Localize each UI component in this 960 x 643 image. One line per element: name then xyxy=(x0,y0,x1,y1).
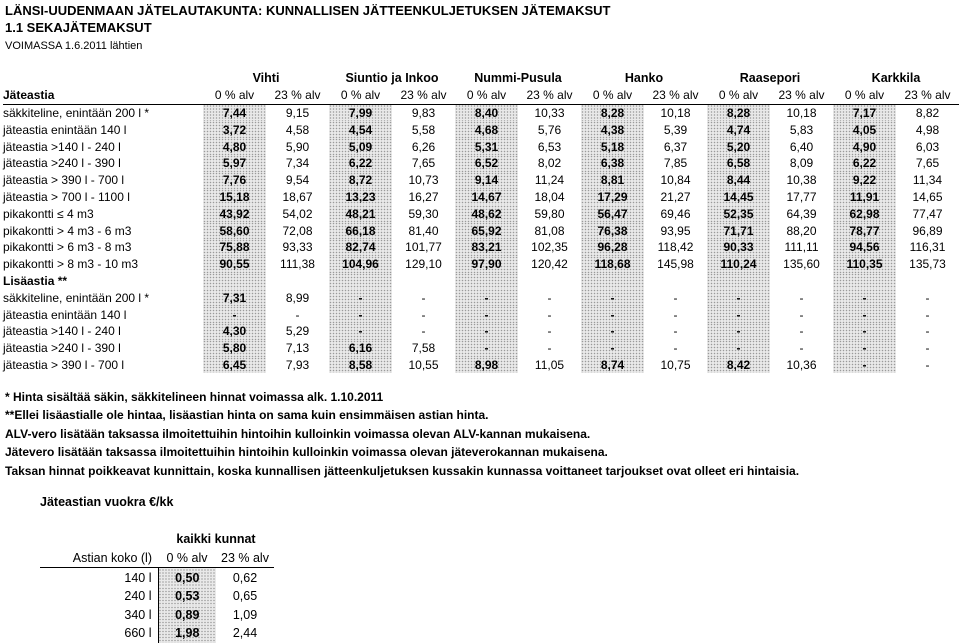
validity-text: VOIMASSA 1.6.2011 lähtien xyxy=(5,40,143,52)
price-cell: 7,17 xyxy=(833,104,896,121)
row-label: jäteastia >140 l - 240 l xyxy=(3,324,121,339)
table-row xyxy=(3,323,959,340)
rental-row xyxy=(40,587,274,606)
rental-size: 140 l xyxy=(124,570,152,585)
note: **Ellei lisäastialle ole hintaa, lisäastian hinta on sama kuin ensimmäisen astian hinta. xyxy=(5,408,489,423)
price-cell: 15,18 xyxy=(203,189,266,206)
price-cell: 69,46 xyxy=(660,206,691,221)
price-cell: - xyxy=(833,357,896,374)
price-cell: 5,97 xyxy=(203,155,266,172)
price-cell: - xyxy=(547,290,552,305)
rental-size: 240 l xyxy=(124,589,152,604)
price-cell: - xyxy=(547,341,552,356)
price-cell: - xyxy=(707,289,770,306)
row-label: pikakontti > 6 m3 - 8 m3 xyxy=(3,240,132,255)
row-label: jäteastia enintään 140 l xyxy=(3,307,127,322)
price-cell: 8,44 xyxy=(707,172,770,189)
price-cell: - xyxy=(581,323,644,340)
municipality-header: Hanko xyxy=(624,71,664,86)
price-cell: - xyxy=(581,289,644,306)
fee-table xyxy=(3,70,959,373)
price-cell: - xyxy=(833,323,896,340)
price-cell: 5,31 xyxy=(455,138,518,155)
row-label: jäteastia enintään 140 l xyxy=(3,122,127,137)
price-cell: 145,98 xyxy=(657,257,694,272)
price-cell: 11,91 xyxy=(833,189,896,206)
price-cell: 8,74 xyxy=(581,357,644,374)
price-cell: - xyxy=(925,357,930,372)
price-cell: 10,73 xyxy=(408,173,439,188)
price-cell: - xyxy=(673,341,678,356)
price-cell: - xyxy=(455,323,518,340)
price-cell: 52,35 xyxy=(707,205,770,222)
price-cell: 5,39 xyxy=(663,122,688,137)
price-cell: 4,74 xyxy=(707,121,770,138)
price-cell: 8,99 xyxy=(285,290,310,305)
price-cell: - xyxy=(673,324,678,339)
price-cell: 7,44 xyxy=(203,104,266,121)
row-label: jäteastia >240 l - 390 l xyxy=(3,341,121,356)
price-cell: - xyxy=(673,307,678,322)
price-cell: 6,45 xyxy=(203,357,266,374)
table-row xyxy=(3,138,959,155)
price-cell: - xyxy=(799,324,804,339)
price-cell: 8,72 xyxy=(329,172,392,189)
price-cell: 81,08 xyxy=(534,223,565,238)
rental-price-cell: 0,65 xyxy=(232,589,258,604)
price-cell: 6,37 xyxy=(663,139,688,154)
price-cell: 3,72 xyxy=(203,121,266,138)
vat-header: 0 % alv xyxy=(158,549,216,568)
price-cell: - xyxy=(925,324,930,339)
price-cell: 18,67 xyxy=(282,189,313,204)
price-cell: 7,85 xyxy=(663,156,688,171)
row-label: jäteastia > 390 l - 700 l xyxy=(3,357,125,372)
rental-row xyxy=(40,624,274,643)
price-cell: 75,88 xyxy=(203,239,266,256)
price-cell: 97,90 xyxy=(455,256,518,273)
price-cell: 8,98 xyxy=(455,357,518,374)
price-cell: 8,40 xyxy=(455,104,518,121)
price-cell: 110,24 xyxy=(707,256,770,273)
price-cell: 17,77 xyxy=(786,189,817,204)
price-cell: 6,16 xyxy=(329,340,392,357)
row-label: pikakontti > 8 m3 - 10 m3 xyxy=(3,257,139,272)
rental-price-cell: 0,53 xyxy=(158,587,216,606)
price-cell: 54,02 xyxy=(282,206,313,221)
price-cell: 64,39 xyxy=(786,206,817,221)
municipality-header: Vihti xyxy=(252,71,280,86)
price-cell: - xyxy=(707,323,770,340)
price-cell: 118,42 xyxy=(657,240,694,255)
rental-price-cell: 1,09 xyxy=(232,607,258,622)
table-row xyxy=(3,256,959,273)
table-row xyxy=(3,104,959,121)
price-cell: 76,38 xyxy=(581,222,644,239)
price-cell: - xyxy=(799,307,804,322)
first-column-header: Jäteastia xyxy=(3,87,203,104)
price-cell: 48,62 xyxy=(455,205,518,222)
price-cell: 116,31 xyxy=(909,240,946,255)
price-cell: 7,65 xyxy=(915,156,940,171)
price-cell: 9,22 xyxy=(833,172,896,189)
row-label: jäteastia >140 l - 240 l xyxy=(3,139,121,154)
table-row xyxy=(3,155,959,172)
price-cell: 4,30 xyxy=(203,323,266,340)
price-cell: 59,80 xyxy=(534,206,565,221)
price-cell: 10,55 xyxy=(408,357,439,372)
rental-title: Jäteastian vuokra €/kk xyxy=(40,495,174,510)
price-cell: 9,54 xyxy=(285,173,310,188)
price-cell: 135,60 xyxy=(783,257,820,272)
table-row xyxy=(3,357,959,374)
price-cell: 8,28 xyxy=(581,104,644,121)
vat-header: 23 % alv xyxy=(896,87,959,104)
price-cell: 4,90 xyxy=(833,138,896,155)
price-cell: 5,80 xyxy=(203,340,266,357)
price-cell: 4,54 xyxy=(329,121,392,138)
price-cell: 5,20 xyxy=(707,138,770,155)
price-cell: 16,27 xyxy=(408,189,439,204)
table-row xyxy=(3,340,959,357)
price-cell: 93,95 xyxy=(660,223,691,238)
price-cell: 96,28 xyxy=(581,239,644,256)
rental-row xyxy=(40,606,274,625)
vat-header: 23 % alv xyxy=(644,87,707,104)
price-cell: 6,03 xyxy=(915,139,940,154)
rental-price-cell: 0,50 xyxy=(158,568,216,587)
row-label: pikakontti > 4 m3 - 6 m3 xyxy=(3,223,132,238)
price-cell: 48,21 xyxy=(329,205,392,222)
price-cell: 62,98 xyxy=(833,205,896,222)
price-cell: 5,29 xyxy=(285,324,310,339)
rental-row xyxy=(40,568,274,587)
price-cell: - xyxy=(329,306,392,323)
vat-header: 23 % alv xyxy=(392,87,455,104)
price-cell: 10,75 xyxy=(660,357,691,372)
rental-price-cell: 0,89 xyxy=(158,606,216,625)
price-cell: 10,38 xyxy=(786,173,817,188)
price-cell: 65,92 xyxy=(455,222,518,239)
price-cell: 5,83 xyxy=(789,122,814,137)
price-cell: 135,73 xyxy=(909,257,946,272)
price-cell: 71,71 xyxy=(707,222,770,239)
price-cell: 6,52 xyxy=(455,155,518,172)
price-cell: 5,18 xyxy=(581,138,644,155)
vat-header: 0 % alv xyxy=(833,87,896,104)
price-cell: 118,68 xyxy=(581,256,644,273)
row-label: säkkiteline, enintään 200 l * xyxy=(3,290,150,305)
rental-size: 340 l xyxy=(124,607,152,622)
price-cell: - xyxy=(833,340,896,357)
table-row xyxy=(3,239,959,256)
price-cell: 10,84 xyxy=(660,173,691,188)
price-cell: 77,47 xyxy=(912,206,943,221)
price-cell: 6,53 xyxy=(537,139,562,154)
row-label: pikakontti ≤ 4 m3 xyxy=(3,206,94,221)
price-cell: 110,35 xyxy=(833,256,896,273)
price-cell: 7,65 xyxy=(411,156,436,171)
municipality-header: Nummi-Pusula xyxy=(474,71,562,86)
price-cell: 18,04 xyxy=(534,189,565,204)
price-cell: - xyxy=(295,307,300,322)
price-cell: 10,18 xyxy=(660,105,691,120)
vat-header: 0 % alv xyxy=(707,87,770,104)
vat-header: 23 % alv xyxy=(770,87,833,104)
row-label: säkkiteline, enintään 200 l * xyxy=(3,105,150,120)
price-cell: 14,67 xyxy=(455,189,518,206)
rental-price-cell: 2,44 xyxy=(232,626,258,641)
price-cell: 10,18 xyxy=(786,105,817,120)
price-cell: 120,42 xyxy=(531,257,568,272)
price-cell: - xyxy=(707,340,770,357)
row-label: jäteastia > 390 l - 700 l xyxy=(3,173,125,188)
price-cell: 10,33 xyxy=(534,105,565,120)
price-cell: 90,55 xyxy=(203,256,266,273)
price-cell: 10,36 xyxy=(786,357,817,372)
section-label: Lisäastia ** xyxy=(3,273,68,288)
price-cell: - xyxy=(673,290,678,305)
price-cell: 5,58 xyxy=(411,122,436,137)
price-cell: 5,76 xyxy=(537,122,562,137)
note: ALV-vero lisätään taksassa ilmoitettuihin hintoihin kulloinkin voimassa olevan ALV-kannan mukaisena. xyxy=(5,426,591,441)
price-cell: 4,58 xyxy=(285,122,310,137)
table-row xyxy=(3,189,959,206)
price-cell: 11,34 xyxy=(912,173,943,188)
price-cell: - xyxy=(203,306,266,323)
price-cell: - xyxy=(707,306,770,323)
table-row xyxy=(3,121,959,138)
row-label: jäteastia >240 l - 390 l xyxy=(3,156,121,171)
size-header: Astian koko (l) xyxy=(40,549,158,568)
rental-price-cell: 0,62 xyxy=(232,570,258,585)
price-cell: 6,22 xyxy=(329,155,392,172)
rental-header-row xyxy=(40,549,274,568)
price-cell: 6,40 xyxy=(789,139,814,154)
table-row xyxy=(3,222,959,239)
price-cell: 8,09 xyxy=(789,156,814,171)
price-cell: 94,56 xyxy=(833,239,896,256)
rental-group-row xyxy=(40,530,274,549)
price-cell: 104,96 xyxy=(329,256,392,273)
price-cell: 4,05 xyxy=(833,121,896,138)
price-cell: 6,22 xyxy=(833,155,896,172)
municipality-header: Siuntio ja Inkoo xyxy=(345,71,439,86)
note: Jätevero lisätään taksassa ilmoitettuihin hintoihin kulloinkin voimassa olevan jäteverokannan mukaisena. xyxy=(5,445,608,460)
price-cell: 93,33 xyxy=(282,240,313,255)
price-cell: 88,20 xyxy=(786,223,817,238)
price-cell: 59,30 xyxy=(408,206,439,221)
price-cell: 111,11 xyxy=(784,240,819,255)
price-cell: 17,29 xyxy=(581,189,644,206)
price-cell: 7,99 xyxy=(329,104,392,121)
price-cell: 9,15 xyxy=(285,105,310,120)
price-cell: 8,81 xyxy=(581,172,644,189)
vat-header: 23 % alv xyxy=(266,87,329,104)
vat-header: 23 % alv xyxy=(518,87,581,104)
vat-header-row xyxy=(3,87,959,104)
rental-price-cell: 1,98 xyxy=(158,624,216,643)
price-cell: 43,92 xyxy=(203,205,266,222)
price-cell: 6,58 xyxy=(707,155,770,172)
price-cell: 102,35 xyxy=(531,240,568,255)
price-cell: 8,28 xyxy=(707,104,770,121)
price-cell: 11,24 xyxy=(534,173,565,188)
municipality-header: Raasepori xyxy=(739,71,801,86)
section-row xyxy=(3,273,959,290)
price-cell: - xyxy=(455,340,518,357)
price-cell: 4,80 xyxy=(203,138,266,155)
table-row xyxy=(3,205,959,222)
note: * Hinta sisältää säkin, säkkitelineen hinnat voimassa alk. 1.10.2011 xyxy=(5,390,384,404)
table-row xyxy=(3,306,959,323)
municipality-header: Karkkila xyxy=(871,71,921,86)
vat-header: 0 % alv xyxy=(203,87,266,104)
price-cell: 8,02 xyxy=(537,156,562,171)
price-cell: - xyxy=(833,306,896,323)
price-cell: 8,42 xyxy=(707,357,770,374)
price-cell: 58,60 xyxy=(203,222,266,239)
price-cell: - xyxy=(925,307,930,322)
price-cell: - xyxy=(547,324,552,339)
price-cell: 81,40 xyxy=(408,223,439,238)
rental-group-label: kaikki kunnat xyxy=(176,532,256,547)
price-cell: - xyxy=(455,289,518,306)
price-cell: 6,38 xyxy=(581,155,644,172)
price-cell: - xyxy=(799,290,804,305)
price-cell: 56,47 xyxy=(581,205,644,222)
price-cell: - xyxy=(421,290,426,305)
price-cell: - xyxy=(833,289,896,306)
price-cell: - xyxy=(925,341,930,356)
section-title: 1.1 SEKAJÄTEMAKSUT xyxy=(5,20,152,35)
rental-table xyxy=(40,493,274,643)
price-cell: 5,09 xyxy=(329,138,392,155)
vat-header: 0 % alv xyxy=(329,87,392,104)
price-cell: - xyxy=(421,307,426,322)
price-cell: - xyxy=(581,306,644,323)
table-row xyxy=(3,289,959,306)
price-cell: 7,31 xyxy=(203,289,266,306)
vat-header: 0 % alv xyxy=(581,87,644,104)
price-cell: 72,08 xyxy=(282,223,313,238)
price-cell: 7,93 xyxy=(285,357,310,372)
price-cell: - xyxy=(455,306,518,323)
price-cell: 14,45 xyxy=(707,189,770,206)
price-cell: - xyxy=(581,340,644,357)
municipality-header-row xyxy=(3,70,959,87)
price-cell: 9,83 xyxy=(411,105,436,120)
price-cell: 111,38 xyxy=(280,257,315,272)
price-cell: 83,21 xyxy=(455,239,518,256)
price-cell: 8,58 xyxy=(329,357,392,374)
price-cell: 8,82 xyxy=(915,105,940,120)
price-cell: 4,98 xyxy=(915,122,940,137)
price-cell: - xyxy=(329,323,392,340)
price-cell: 101,77 xyxy=(405,240,442,255)
price-cell: - xyxy=(799,341,804,356)
price-cell: 66,18 xyxy=(329,222,392,239)
price-cell: 6,26 xyxy=(411,139,436,154)
document-title: LÄNSI-UUDENMAAN JÄTELAUTAKUNTA: KUNNALLISEN JÄTTEENKULJETUKSEN JÄTEMAKSUT xyxy=(5,3,611,18)
price-cell: 129,10 xyxy=(405,257,442,272)
price-cell: 9,14 xyxy=(455,172,518,189)
table-row xyxy=(3,172,959,189)
price-cell: 78,77 xyxy=(833,222,896,239)
price-cell: - xyxy=(547,307,552,322)
rental-size: 660 l xyxy=(124,626,152,641)
price-cell: 5,90 xyxy=(285,139,310,154)
price-cell: - xyxy=(329,289,392,306)
price-cell: 7,76 xyxy=(203,172,266,189)
price-cell: - xyxy=(421,324,426,339)
price-cell: 7,13 xyxy=(285,341,310,356)
price-cell: 4,68 xyxy=(455,121,518,138)
price-cell: 14,65 xyxy=(912,189,943,204)
price-cell: 11,05 xyxy=(534,357,565,372)
price-cell: 7,34 xyxy=(285,156,310,171)
price-cell: 90,33 xyxy=(707,239,770,256)
price-cell: 82,74 xyxy=(329,239,392,256)
price-cell: 13,23 xyxy=(329,189,392,206)
price-cell: 4,38 xyxy=(581,121,644,138)
row-label: jäteastia > 700 l - 1100 l xyxy=(3,189,130,204)
notes xyxy=(5,388,799,480)
vat-header: 0 % alv xyxy=(455,87,518,104)
price-cell: 21,27 xyxy=(660,189,691,204)
price-cell: - xyxy=(925,290,930,305)
price-cell: 96,89 xyxy=(912,223,943,238)
rental-title-row xyxy=(40,493,274,512)
vat-header: 23 % alv xyxy=(216,549,274,568)
price-cell: 7,58 xyxy=(411,341,436,356)
note: Taksan hinnat poikkeavat kunnittain, koska kunnallisen jätteenkuljetuksen kussakin kunnassa voittaneet tarjoukset ovat olleet eri hintaisia. xyxy=(5,463,800,478)
